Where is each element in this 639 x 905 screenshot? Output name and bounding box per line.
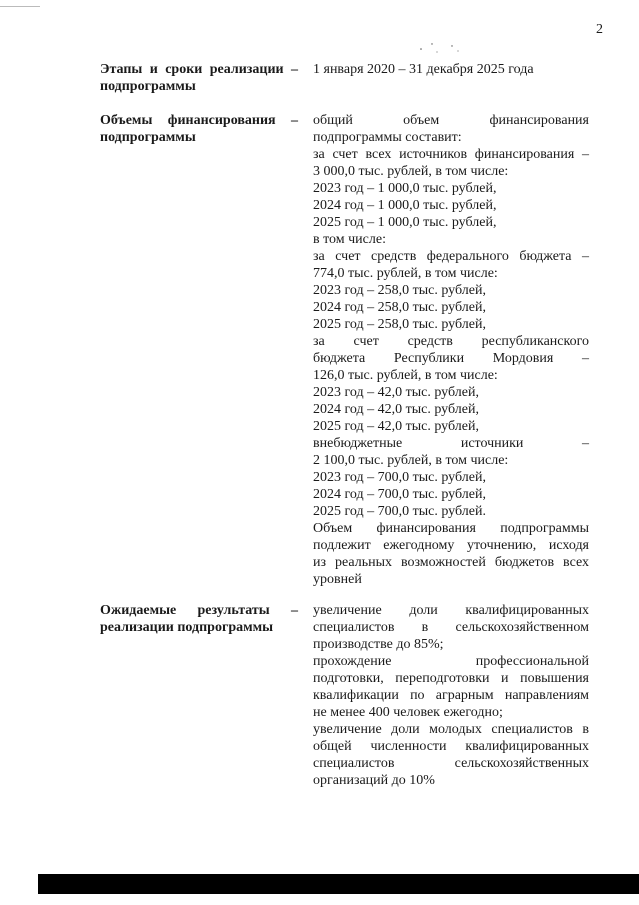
content-expected-results <box>313 602 589 789</box>
content-line: специалистов сельскохозяйственных <box>313 756 589 771</box>
content-line: 3 000,0 тыс. рублей, в том числе: <box>313 164 509 179</box>
content-line: 2025 год – 1 000,0 тыс. рублей, <box>313 215 497 230</box>
content-line: квалификации по аграрным направлениям <box>313 688 589 703</box>
label-line: подпрограммы <box>100 130 196 145</box>
content-line: увеличение доли квалифицированных <box>313 603 589 618</box>
scan-artifact-line <box>0 6 40 7</box>
content-line: организаций до 10% <box>313 773 435 788</box>
content-line: 2024 год – 1 000,0 тыс. рублей, <box>313 198 497 213</box>
content-line: подпрограммы составит: <box>313 130 462 145</box>
label-line: подпрограммы <box>100 79 196 94</box>
label-expected-results <box>100 602 298 636</box>
content-line: подлежит ежегодному уточнению, исходя <box>313 538 589 553</box>
content-line: 2023 год – 700,0 тыс. рублей, <box>313 470 486 485</box>
content-line: бюджета Республики Мордовия – <box>313 351 589 366</box>
content-line: 774,0 тыс. рублей, в том числе: <box>313 266 498 281</box>
label-line: Этапы и сроки реализации – <box>100 62 298 77</box>
content-line: общей численности квалифицированных <box>313 739 589 754</box>
content-line: 2024 год – 258,0 тыс. рублей, <box>313 300 486 315</box>
content-line: 2023 год – 1 000,0 тыс. рублей, <box>313 181 497 196</box>
content-line: за счет средств республиканского <box>313 334 589 349</box>
content-line: прохождение профессиональной <box>313 654 589 669</box>
content-funding-volumes <box>313 112 589 588</box>
content-line: в том числе: <box>313 232 386 247</box>
label-line: реализации подпрограммы <box>100 620 274 635</box>
content-line: за счет всех источников финансирования – <box>313 147 589 162</box>
content-line: внебюджетные источники – <box>313 436 589 451</box>
page-number: 2 <box>596 22 603 37</box>
label-funding-volumes <box>100 112 298 146</box>
scan-specks <box>418 40 468 54</box>
content-line: 2024 год – 700,0 тыс. рублей, <box>313 487 486 502</box>
content-stages-and-terms <box>313 61 589 78</box>
content-line: уровней <box>313 572 362 587</box>
content-line: 126,0 тыс. рублей, в том числе: <box>313 368 498 383</box>
content-line: 2025 год – 700,0 тыс. рублей. <box>313 504 486 519</box>
content-line: производстве до 85%; <box>313 637 444 652</box>
content-line: 2023 год – 258,0 тыс. рублей, <box>313 283 486 298</box>
content-line: не менее 400 человек ежегодно; <box>313 705 503 720</box>
content-line: Объем финансирования подпрограммы <box>313 521 589 536</box>
content-line: 2023 год – 42,0 тыс. рублей, <box>313 385 479 400</box>
scan-bottom-border <box>38 874 639 894</box>
label-stages-and-terms <box>100 61 298 95</box>
content-line: 2024 год – 42,0 тыс. рублей, <box>313 402 479 417</box>
content-line: общий объем финансирования <box>313 113 589 128</box>
label-line: Объемы финансирования – <box>100 113 298 128</box>
content-line: увеличение доли молодых специалистов в <box>313 722 589 737</box>
label-line: Ожидаемые результаты – <box>100 603 298 618</box>
content-line: из реальных возможностей бюджетов всех <box>313 555 589 570</box>
content-line: 2 100,0 тыс. рублей, в том числе: <box>313 453 509 468</box>
content-line: 2025 год – 258,0 тыс. рублей, <box>313 317 486 332</box>
content-line: специалистов в сельскохозяйственном <box>313 620 589 635</box>
content-line: 2025 год – 42,0 тыс. рублей, <box>313 419 479 434</box>
content-line: подготовки, переподготовки и повышения <box>313 671 589 686</box>
content-line: за счет средств федерального бюджета – <box>313 249 589 264</box>
content-line: 1 января 2020 – 31 декабря 2025 года <box>313 62 534 77</box>
